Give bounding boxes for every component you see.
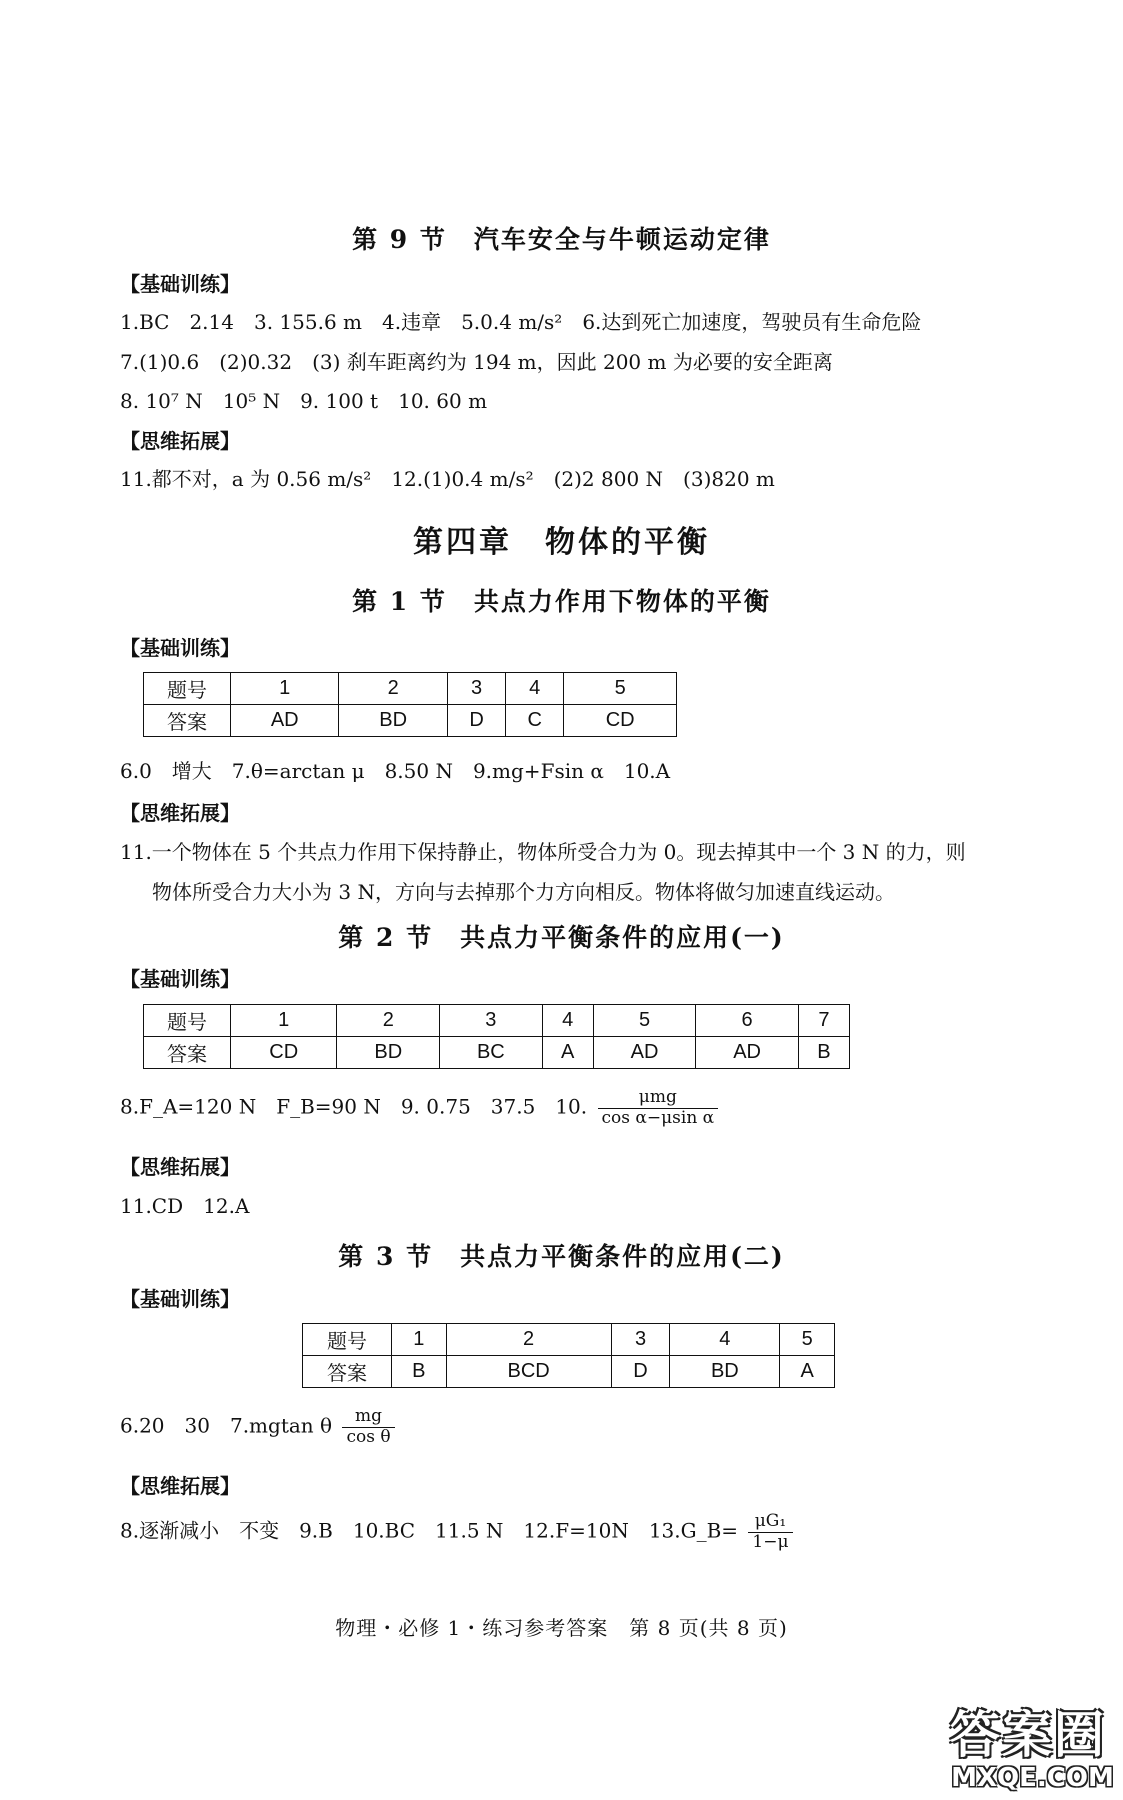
thinking-extension-tag: 【思维拓展】 bbox=[120, 801, 240, 825]
table-cell: BCD bbox=[446, 1356, 611, 1388]
basic-training-tag: 【基础训练】 bbox=[120, 967, 240, 991]
table-row bbox=[144, 673, 677, 705]
table-cell: 7 bbox=[798, 1005, 849, 1037]
watermark-text: 答案圈 bbox=[950, 1706, 1106, 1764]
table-cell: AD bbox=[696, 1037, 799, 1069]
answer-line bbox=[120, 1512, 797, 1552]
fraction bbox=[598, 1088, 719, 1128]
fraction-denominator: cos θ bbox=[346, 1426, 391, 1447]
table-cell: 5 bbox=[780, 1324, 835, 1356]
table-cell: 4 bbox=[506, 673, 564, 705]
table-header-cell: 答案 bbox=[303, 1356, 392, 1388]
table-cell: 5 bbox=[593, 1005, 696, 1037]
answer-table bbox=[302, 1323, 835, 1388]
thinking-extension-tag: 【思维拓展】 bbox=[120, 1474, 240, 1498]
table-header-cell: 答案 bbox=[144, 705, 231, 737]
table-cell: 1 bbox=[231, 1005, 337, 1037]
basic-training-tag: 【基础训练】 bbox=[120, 1287, 240, 1311]
table-cell: 5 bbox=[564, 673, 677, 705]
table-row bbox=[303, 1324, 835, 1356]
table-header-cell: 答案 bbox=[144, 1037, 231, 1069]
answer-line: 11.一个物体在 5 个共点力作用下保持静止，物体所受合力为 0。现去掉其中一个 3 N 的力，则 bbox=[120, 840, 966, 864]
fraction-numerator: mg bbox=[342, 1407, 394, 1428]
table-cell: CD bbox=[231, 1037, 337, 1069]
table-cell: BD bbox=[337, 1037, 440, 1069]
answer-text: 6.20 30 7.mgtan θ bbox=[120, 1413, 333, 1438]
answer-line: 11.CD 12.A bbox=[120, 1194, 250, 1218]
table-row bbox=[144, 705, 677, 737]
table-cell: 2 bbox=[337, 1005, 440, 1037]
table-cell: CD bbox=[564, 705, 677, 737]
table-cell: 1 bbox=[231, 673, 339, 705]
table-header-cell: 题号 bbox=[144, 1005, 231, 1037]
fraction bbox=[342, 1407, 394, 1447]
answer-line: 1.BC 2.14 3. 155.6 m 4.违章 5.0.4 m/s² 6.达到死亡加速度，驾驶员有生命危险 bbox=[120, 310, 922, 334]
table-cell: BD bbox=[339, 705, 447, 737]
page-footer: 物理・必修 1・练习参考答案 第 8 页(共 8 页) bbox=[335, 1616, 788, 1640]
table-cell: 6 bbox=[696, 1005, 799, 1037]
basic-training-tag: 【基础训练】 bbox=[120, 636, 240, 660]
table-cell: C bbox=[506, 705, 564, 737]
fraction-denominator: 1−μ bbox=[752, 1531, 789, 1552]
table-cell: AD bbox=[231, 705, 339, 737]
table-header-cell: 题号 bbox=[303, 1324, 392, 1356]
fraction bbox=[748, 1512, 792, 1552]
table-cell: 4 bbox=[542, 1005, 593, 1037]
thinking-extension-tag: 【思维拓展】 bbox=[120, 429, 240, 453]
answer-text: 8.F_A=120 N F_B=90 N 9. 0.75 37.5 10. bbox=[120, 1094, 588, 1119]
table-row bbox=[144, 1037, 850, 1069]
answer-line bbox=[120, 1407, 399, 1447]
fraction-numerator: μG₁ bbox=[748, 1512, 792, 1533]
table-cell: 3 bbox=[440, 1005, 543, 1037]
table-cell: 3 bbox=[447, 673, 505, 705]
table-cell: 3 bbox=[611, 1324, 670, 1356]
basic-training-tag: 【基础训练】 bbox=[120, 272, 240, 296]
answer-line: 11.都不对，a 为 0.56 m/s² 12.(1)0.4 m/s² (2)2 800 N (3)820 m bbox=[120, 467, 775, 491]
table-cell: BC bbox=[440, 1037, 543, 1069]
section-9-title: 第 9 节 汽车安全与牛顿运动定律 bbox=[352, 225, 771, 254]
table-cell: BD bbox=[670, 1356, 780, 1388]
table-cell: D bbox=[611, 1356, 670, 1388]
table-cell: 2 bbox=[339, 673, 447, 705]
table-cell: D bbox=[447, 705, 505, 737]
section-2-title: 第 2 节 共点力平衡条件的应用(一) bbox=[338, 923, 785, 952]
answer-table bbox=[143, 672, 677, 737]
answer-line: 7.(1)0.6 (2)0.32 (3) 刹车距离约为 194 m，因此 200 m 为必要的安全距离 bbox=[120, 350, 833, 374]
thinking-extension-tag: 【思维拓展】 bbox=[120, 1155, 240, 1179]
fraction-denominator: cos α−μsin α bbox=[601, 1107, 715, 1128]
answer-line: 物体所受合力大小为 3 N，方向与去掉那个力方向相反。物体将做匀加速直线运动。 bbox=[152, 880, 895, 904]
fraction-numerator: μmg bbox=[598, 1088, 719, 1109]
table-row bbox=[303, 1356, 835, 1388]
table-header-cell: 题号 bbox=[144, 673, 231, 705]
answer-text: 8.逐渐减小 不变 9.B 10.BC 11.5 N 12.F=10N 13.G_B= bbox=[120, 1518, 739, 1543]
table-cell: B bbox=[798, 1037, 849, 1069]
answer-line: 8. 10⁷ N 10⁵ N 9. 100 t 10. 60 m bbox=[120, 389, 488, 413]
table-cell: A bbox=[780, 1356, 835, 1388]
table-row bbox=[144, 1005, 850, 1037]
answer-line bbox=[120, 1088, 722, 1128]
section-1-title: 第 1 节 共点力作用下物体的平衡 bbox=[352, 587, 771, 616]
table-cell: 4 bbox=[670, 1324, 780, 1356]
answer-line: 6.0 增大 7.θ=arctan μ 8.50 N 9.mg+Fsin α 10.A bbox=[120, 759, 671, 783]
table-cell: A bbox=[542, 1037, 593, 1069]
table-cell: AD bbox=[593, 1037, 696, 1069]
answer-table bbox=[143, 1004, 850, 1069]
chapter-title: 第四章 物体的平衡 bbox=[413, 525, 710, 560]
table-cell: 1 bbox=[392, 1324, 447, 1356]
watermark-logo bbox=[950, 1695, 1115, 1800]
table-cell: 2 bbox=[446, 1324, 611, 1356]
watermark-url: MXQE.COM bbox=[951, 1763, 1114, 1793]
table-cell: B bbox=[392, 1356, 447, 1388]
section-3-title: 第 3 节 共点力平衡条件的应用(二) bbox=[338, 1242, 785, 1271]
